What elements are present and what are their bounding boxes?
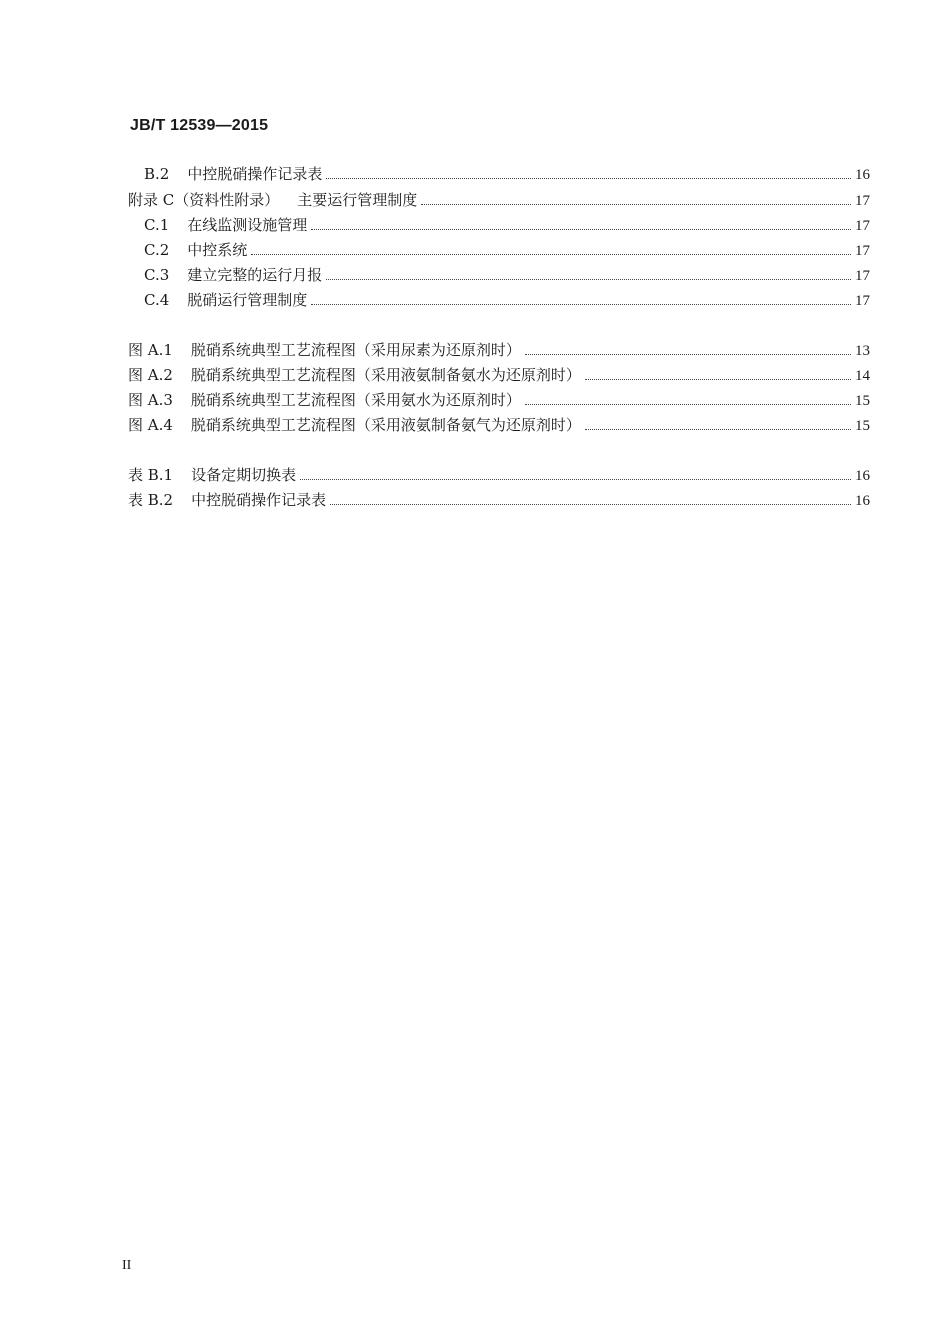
figure-entry-a4[interactable] xyxy=(128,414,870,436)
entry-page: 17 xyxy=(855,243,870,259)
entry-title: 脱硝系统典型工艺流程图（采用氨水为还原剂时） xyxy=(190,391,521,409)
entry-page: 16 xyxy=(855,468,870,484)
toc-entry-appendix-c[interactable] xyxy=(128,189,870,211)
toc-entry-c4[interactable] xyxy=(128,289,870,311)
entry-page: 17 xyxy=(855,268,870,284)
entry-number: C.1 xyxy=(144,216,170,234)
entry-page: 16 xyxy=(855,167,870,183)
entry-number: 图 A.1 xyxy=(128,341,173,359)
entry-page: 16 xyxy=(855,493,870,509)
toc-entry-c3[interactable] xyxy=(128,264,870,286)
leader-dots xyxy=(251,254,851,255)
entry-title: 设备定期切换表 xyxy=(191,466,297,484)
entry-title: 脱硝系统典型工艺流程图（采用液氨制备氨水为还原剂时） xyxy=(190,366,581,384)
leader-dots xyxy=(326,178,851,179)
leader-dots xyxy=(311,304,851,305)
entry-page: 15 xyxy=(855,418,870,434)
entry-title: 在线监测设施管理 xyxy=(187,216,308,234)
figure-entry-a3[interactable] xyxy=(128,389,870,411)
entry-number: B.2 xyxy=(144,165,170,183)
entry-title: 脱硝运行管理制度 xyxy=(187,291,308,309)
entry-number: 图 A.3 xyxy=(128,391,173,409)
entry-page: 17 xyxy=(855,218,870,234)
entry-title: 中控脱硝操作记录表 xyxy=(187,165,323,183)
entry-number: C.4 xyxy=(144,291,170,309)
entry-number: 图 A.4 xyxy=(128,416,173,434)
leader-dots xyxy=(330,504,851,505)
entry-number: C.2 xyxy=(144,241,170,259)
entry-page: 13 xyxy=(855,343,870,359)
entry-title: 建立完整的运行月报 xyxy=(187,266,323,284)
entry-page: 17 xyxy=(855,293,870,309)
leader-dots xyxy=(326,279,851,280)
entry-page: 15 xyxy=(855,393,870,409)
leader-dots xyxy=(525,404,851,405)
entry-number: 附录 C（资料性附录） xyxy=(128,191,280,209)
entry-number: 图 A.2 xyxy=(128,366,173,384)
entry-page: 14 xyxy=(855,368,870,384)
entry-number: 表 B.2 xyxy=(128,491,174,509)
standard-id: JB/T 12539—2015 xyxy=(130,117,269,134)
leader-dots xyxy=(311,229,851,230)
figure-entry-a2[interactable] xyxy=(128,364,870,386)
entry-title: 脱硝系统典型工艺流程图（采用尿素为还原剂时） xyxy=(190,341,521,359)
entry-title: 主要运行管理制度 xyxy=(297,191,418,209)
toc-entry-c1[interactable] xyxy=(128,214,870,236)
toc-entry-b2[interactable] xyxy=(128,163,870,185)
table-entry-b2[interactable] xyxy=(128,489,870,511)
leader-dots xyxy=(421,204,851,205)
entry-title: 脱硝系统典型工艺流程图（采用液氨制备氨气为还原剂时） xyxy=(190,416,581,434)
entry-title: 中控脱硝操作记录表 xyxy=(191,491,327,509)
entry-title: 中控系统 xyxy=(187,241,248,259)
page-number: II xyxy=(122,1258,132,1273)
entry-page: 17 xyxy=(855,193,870,209)
entry-number: 表 B.1 xyxy=(128,466,174,484)
entry-number: C.3 xyxy=(144,266,170,284)
leader-dots xyxy=(585,379,851,380)
leader-dots xyxy=(300,479,851,480)
toc-entry-c2[interactable] xyxy=(128,239,870,261)
table-entry-b1[interactable] xyxy=(128,464,870,486)
leader-dots xyxy=(585,429,851,430)
leader-dots xyxy=(525,354,851,355)
figure-entry-a1[interactable] xyxy=(128,339,870,361)
